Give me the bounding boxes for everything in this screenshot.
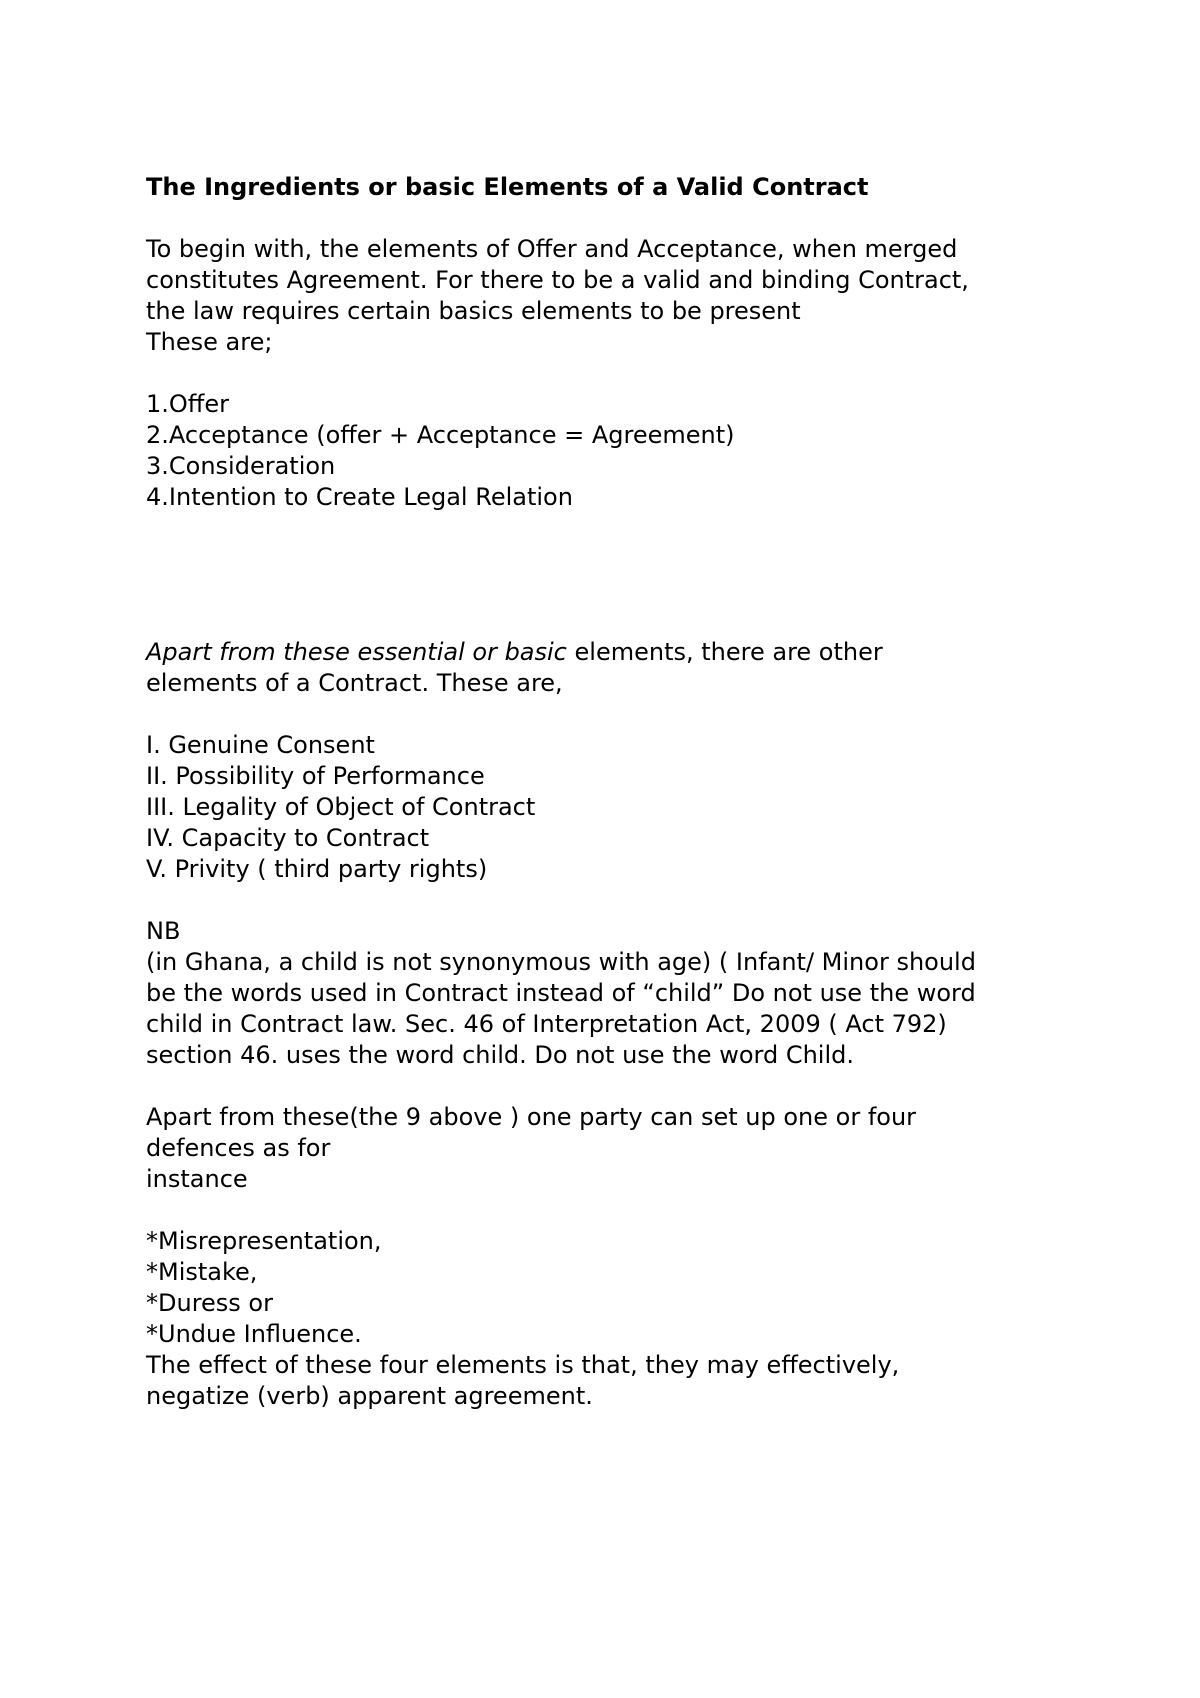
defences-intro-line: instance [146,1165,248,1193]
list-item: 3.Consideration [146,452,336,480]
list-item: IV. Capacity to Contract [146,824,430,852]
other-elements-list [146,730,1086,885]
nb-line: child in Contract law. Sec. 46 of Interpretation Act, 2009 ( Act 792) [146,1010,947,1038]
list-item: 1.Offer [146,390,229,418]
spacer [146,885,1086,916]
basic-elements-list [146,389,1086,513]
list-item: III. Legality of Object of Contract [146,793,536,821]
other-intro-rest: elements, there are other [566,638,883,666]
conclusion-paragraph [146,1350,1086,1412]
list-item: *Duress or [146,1289,273,1317]
nb-note [146,916,1086,1071]
intro-line: These are; [146,328,273,356]
nb-line: section 46. uses the word child. Do not use the word Child. [146,1041,854,1069]
list-item: V. Privity ( third party rights) [146,855,488,883]
spacer [146,699,1086,730]
intro-line: To begin with, the elements of Offer and Acceptance, when merged [146,235,958,263]
other-elements-intro [146,637,1086,699]
list-item: 2.Acceptance (offer + Acceptance = Agreement) [146,421,735,449]
list-item: *Undue Influence. [146,1320,362,1348]
defences-list [146,1226,1086,1350]
spacer [146,203,1086,234]
document-title: The Ingredients or basic Elements of a Valid Contract [146,173,869,201]
list-item: II. Possibility of Performance [146,762,485,790]
spacer [146,1071,1086,1102]
defences-intro-line: defences as for [146,1134,331,1162]
list-item: I. Genuine Consent [146,731,375,759]
spacer [146,513,1086,637]
list-item: *Misrepresentation, [146,1227,382,1255]
other-intro-line: elements of a Contract. These are, [146,669,563,697]
italic-phrase: Apart from these essential or basic [146,638,567,666]
list-item: *Mistake, [146,1258,258,1286]
defences-intro [146,1102,1086,1195]
defences-intro-line: Apart from these(the 9 above ) one party can set up one or four [146,1103,917,1131]
spacer [146,1195,1086,1226]
document-page [146,172,1086,1412]
nb-line: (in Ghana, a child is not synonymous with age) ( Infant/ Minor should [146,948,976,976]
intro-paragraph [146,234,1086,358]
intro-line: the law requires certain basics elements to be present [146,297,801,325]
conclusion-line: The effect of these four elements is that, they may effectively, [146,1351,900,1379]
other-intro-line [146,637,1086,668]
conclusion-line: negatize (verb) apparent agreement. [146,1382,593,1410]
list-item: 4.Intention to Create Legal Relation [146,483,573,511]
nb-label: NB [146,917,181,945]
spacer [146,358,1086,389]
nb-line: be the words used in Contract instead of “child” Do not use the word [146,979,976,1007]
intro-line: constitutes Agreement. For there to be a valid and binding Contract, [146,266,969,294]
